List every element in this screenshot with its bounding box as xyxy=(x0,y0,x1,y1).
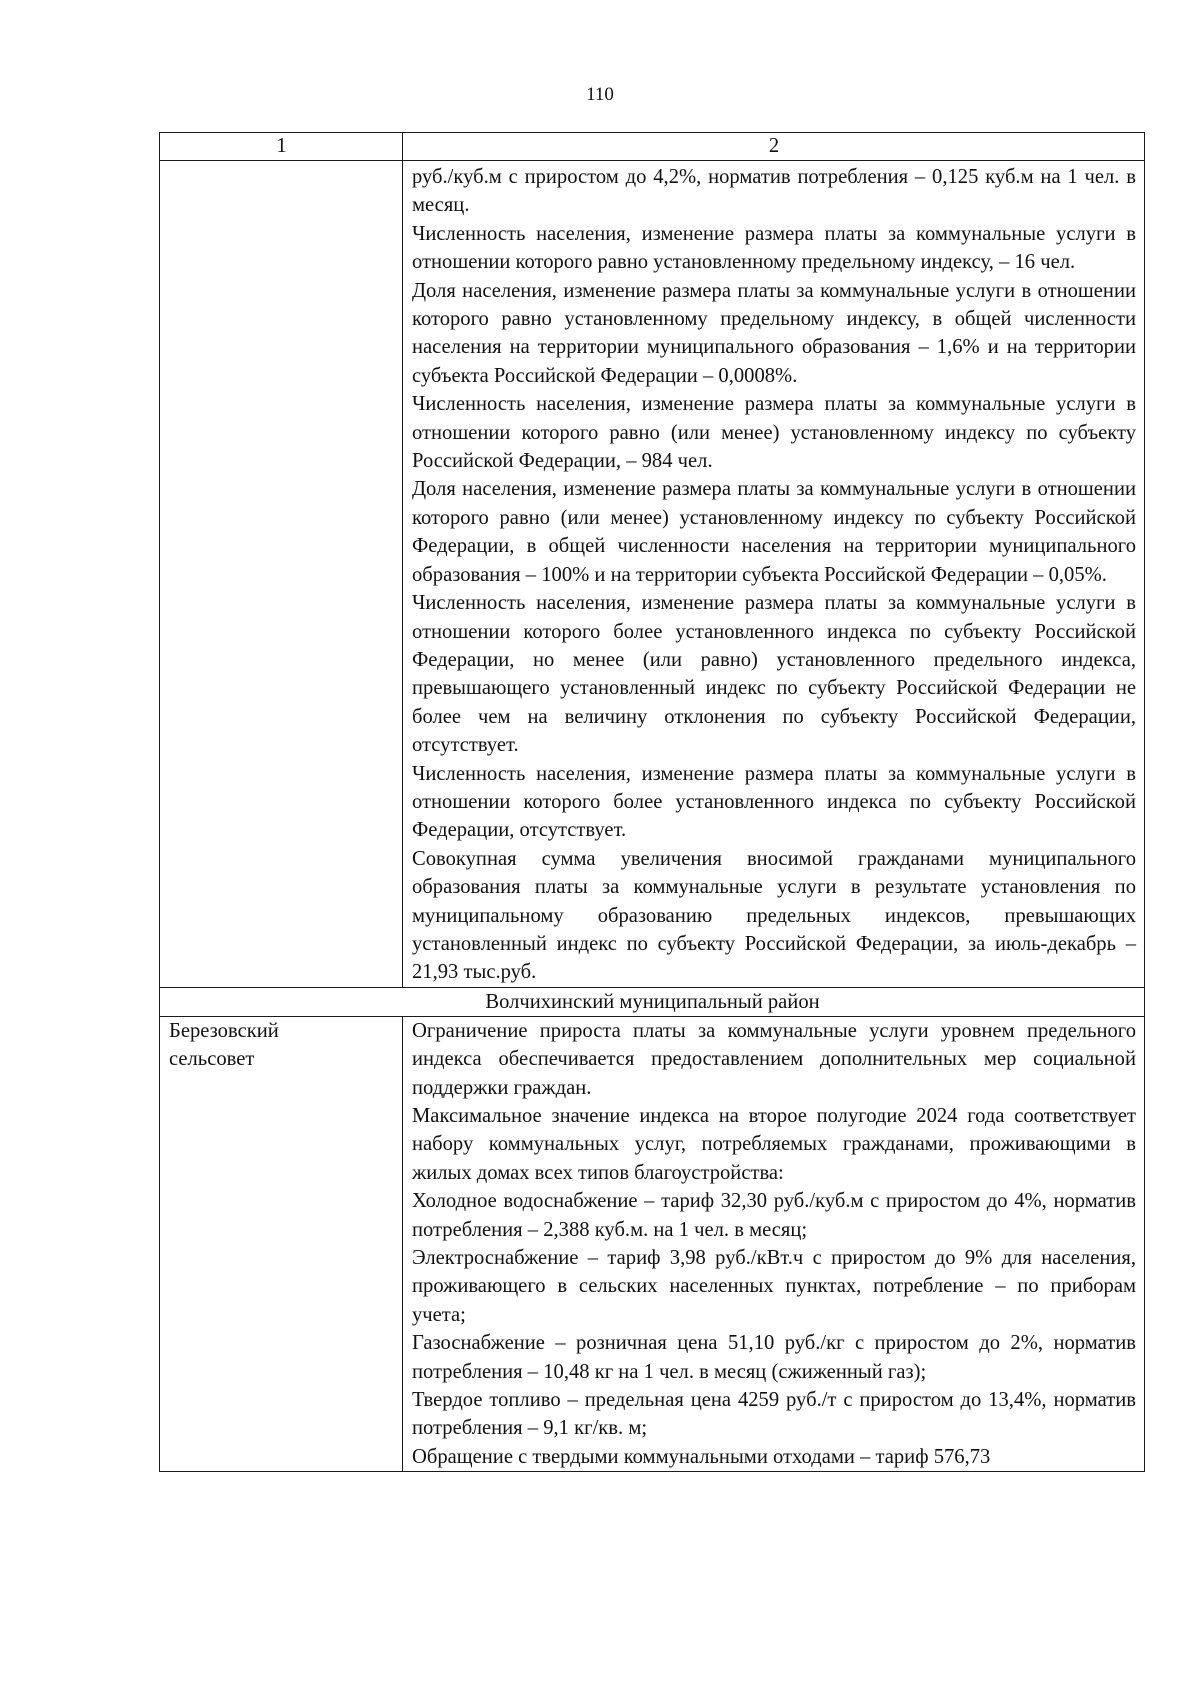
paragraph: Численность населения, изменение размера платы за коммунальные услуги в отношении которого более установленного индекса по субъекту Российской Федерации, отсутствует. xyxy=(412,762,1136,842)
paragraph: руб./куб.м с приростом до 4,2%, норматив потребления – 0,125 куб.м на 1 чел. в месяц. xyxy=(412,166,1136,217)
table-header-row xyxy=(160,133,1145,161)
paragraph: Ограничение прироста платы за коммунальные услуги уровнем предельного индекса обеспечивается предоставлением дополнительных мер социальной поддержки граждан. xyxy=(412,1019,1136,1099)
description-cell xyxy=(403,1016,1145,1472)
table-row-municipality xyxy=(160,1016,1145,1472)
paragraph: Численность населения, изменение размера платы за коммунальные услуги в отношении которого равно (или менее) установленному индексу по субъекту Российской Федерации, – 984 чел. xyxy=(412,393,1136,473)
column-header-1: 1 xyxy=(160,133,403,161)
paragraph: Газоснабжение – розничная цена 51,10 руб./кг с приростом до 2%, норматив потребления – 10,48 кг на 1 чел. в месяц (сжиженный газ); xyxy=(412,1332,1136,1383)
municipality-name: Березовский сельсовет xyxy=(160,1016,403,1472)
paragraph: Численность населения, изменение размера платы за коммунальные услуги в отношении которого равно установленному предельному индексу, – 16 чел. xyxy=(412,222,1136,274)
paragraph: Максимальное значение индекса на второе полугодие 2024 года соответствует набору коммунальных услуг, потребляемых гражданами, проживающими в жилых домах всех типов благоустройства: xyxy=(412,1105,1136,1184)
paragraph: Совокупная сумма увеличения вносимой гражданами муниципального образования платы за коммунальные услуги в результате установления по муниципальному образованию предельных индексов, превышающих установленный индекс по субъекту Российской Федерации, за июль-декабрь – 21,93 тыс.руб. xyxy=(412,847,1136,984)
paragraph: Доля населения, изменение размера платы за коммунальные услуги в отношении которого равно установленному предельному индексу, в общей численности населения на территории муниципального образования – 1,6% и на территории субъекта Российской Федерации – 0,0008%. xyxy=(412,279,1136,387)
paragraph: Электроснабжение – тариф 3,98 руб./кВт.ч с приростом до 9% для населения, проживающего в сельских населенных пунктах, потребление – по приборам учета; xyxy=(412,1247,1136,1326)
region-heading: Волчихинский муниципальный район xyxy=(160,987,1145,1016)
column-header-2: 2 xyxy=(403,133,1145,161)
paragraph: Численность населения, изменение размера платы за коммунальные услуги в отношении которого более установленного индекса по субъекту Российской Федерации, но менее (или равно) установленного предельного индекса, превышающего установленный индекс по субъекту Российской Федерации не более чем на величину отклонения по субъекту Российской Федерации, отсутствует. xyxy=(412,592,1136,757)
municipality-cell-empty xyxy=(160,161,403,988)
table-row-continuation xyxy=(160,161,1145,988)
page-number: 110 xyxy=(586,84,614,105)
paragraph: Твердое топливо – предельная цена 4259 руб./т с приростом до 13,4%, норматив потребления – 9,1 кг/кв. м; xyxy=(412,1389,1136,1440)
region-row xyxy=(160,987,1145,1016)
paragraph: Холодное водоснабжение – тариф 32,30 руб./куб.м с приростом до 4%, норматив потребления – 2,388 куб.м. на 1 чел. в месяц; xyxy=(412,1190,1136,1241)
paragraph: Доля населения, изменение размера платы за коммунальные услуги в отношении которого равно (или менее) установленному индексу по субъекту Российской Федерации, в общей численности населения на территории муниципального образования – 100% и на территории субъекта Российской Федерации – 0,05%. xyxy=(412,478,1136,586)
document-table xyxy=(159,132,1145,1472)
description-cell xyxy=(403,161,1145,988)
paragraph: Обращение с твердыми коммунальными отходами – тариф 576,73 xyxy=(412,1445,991,1468)
